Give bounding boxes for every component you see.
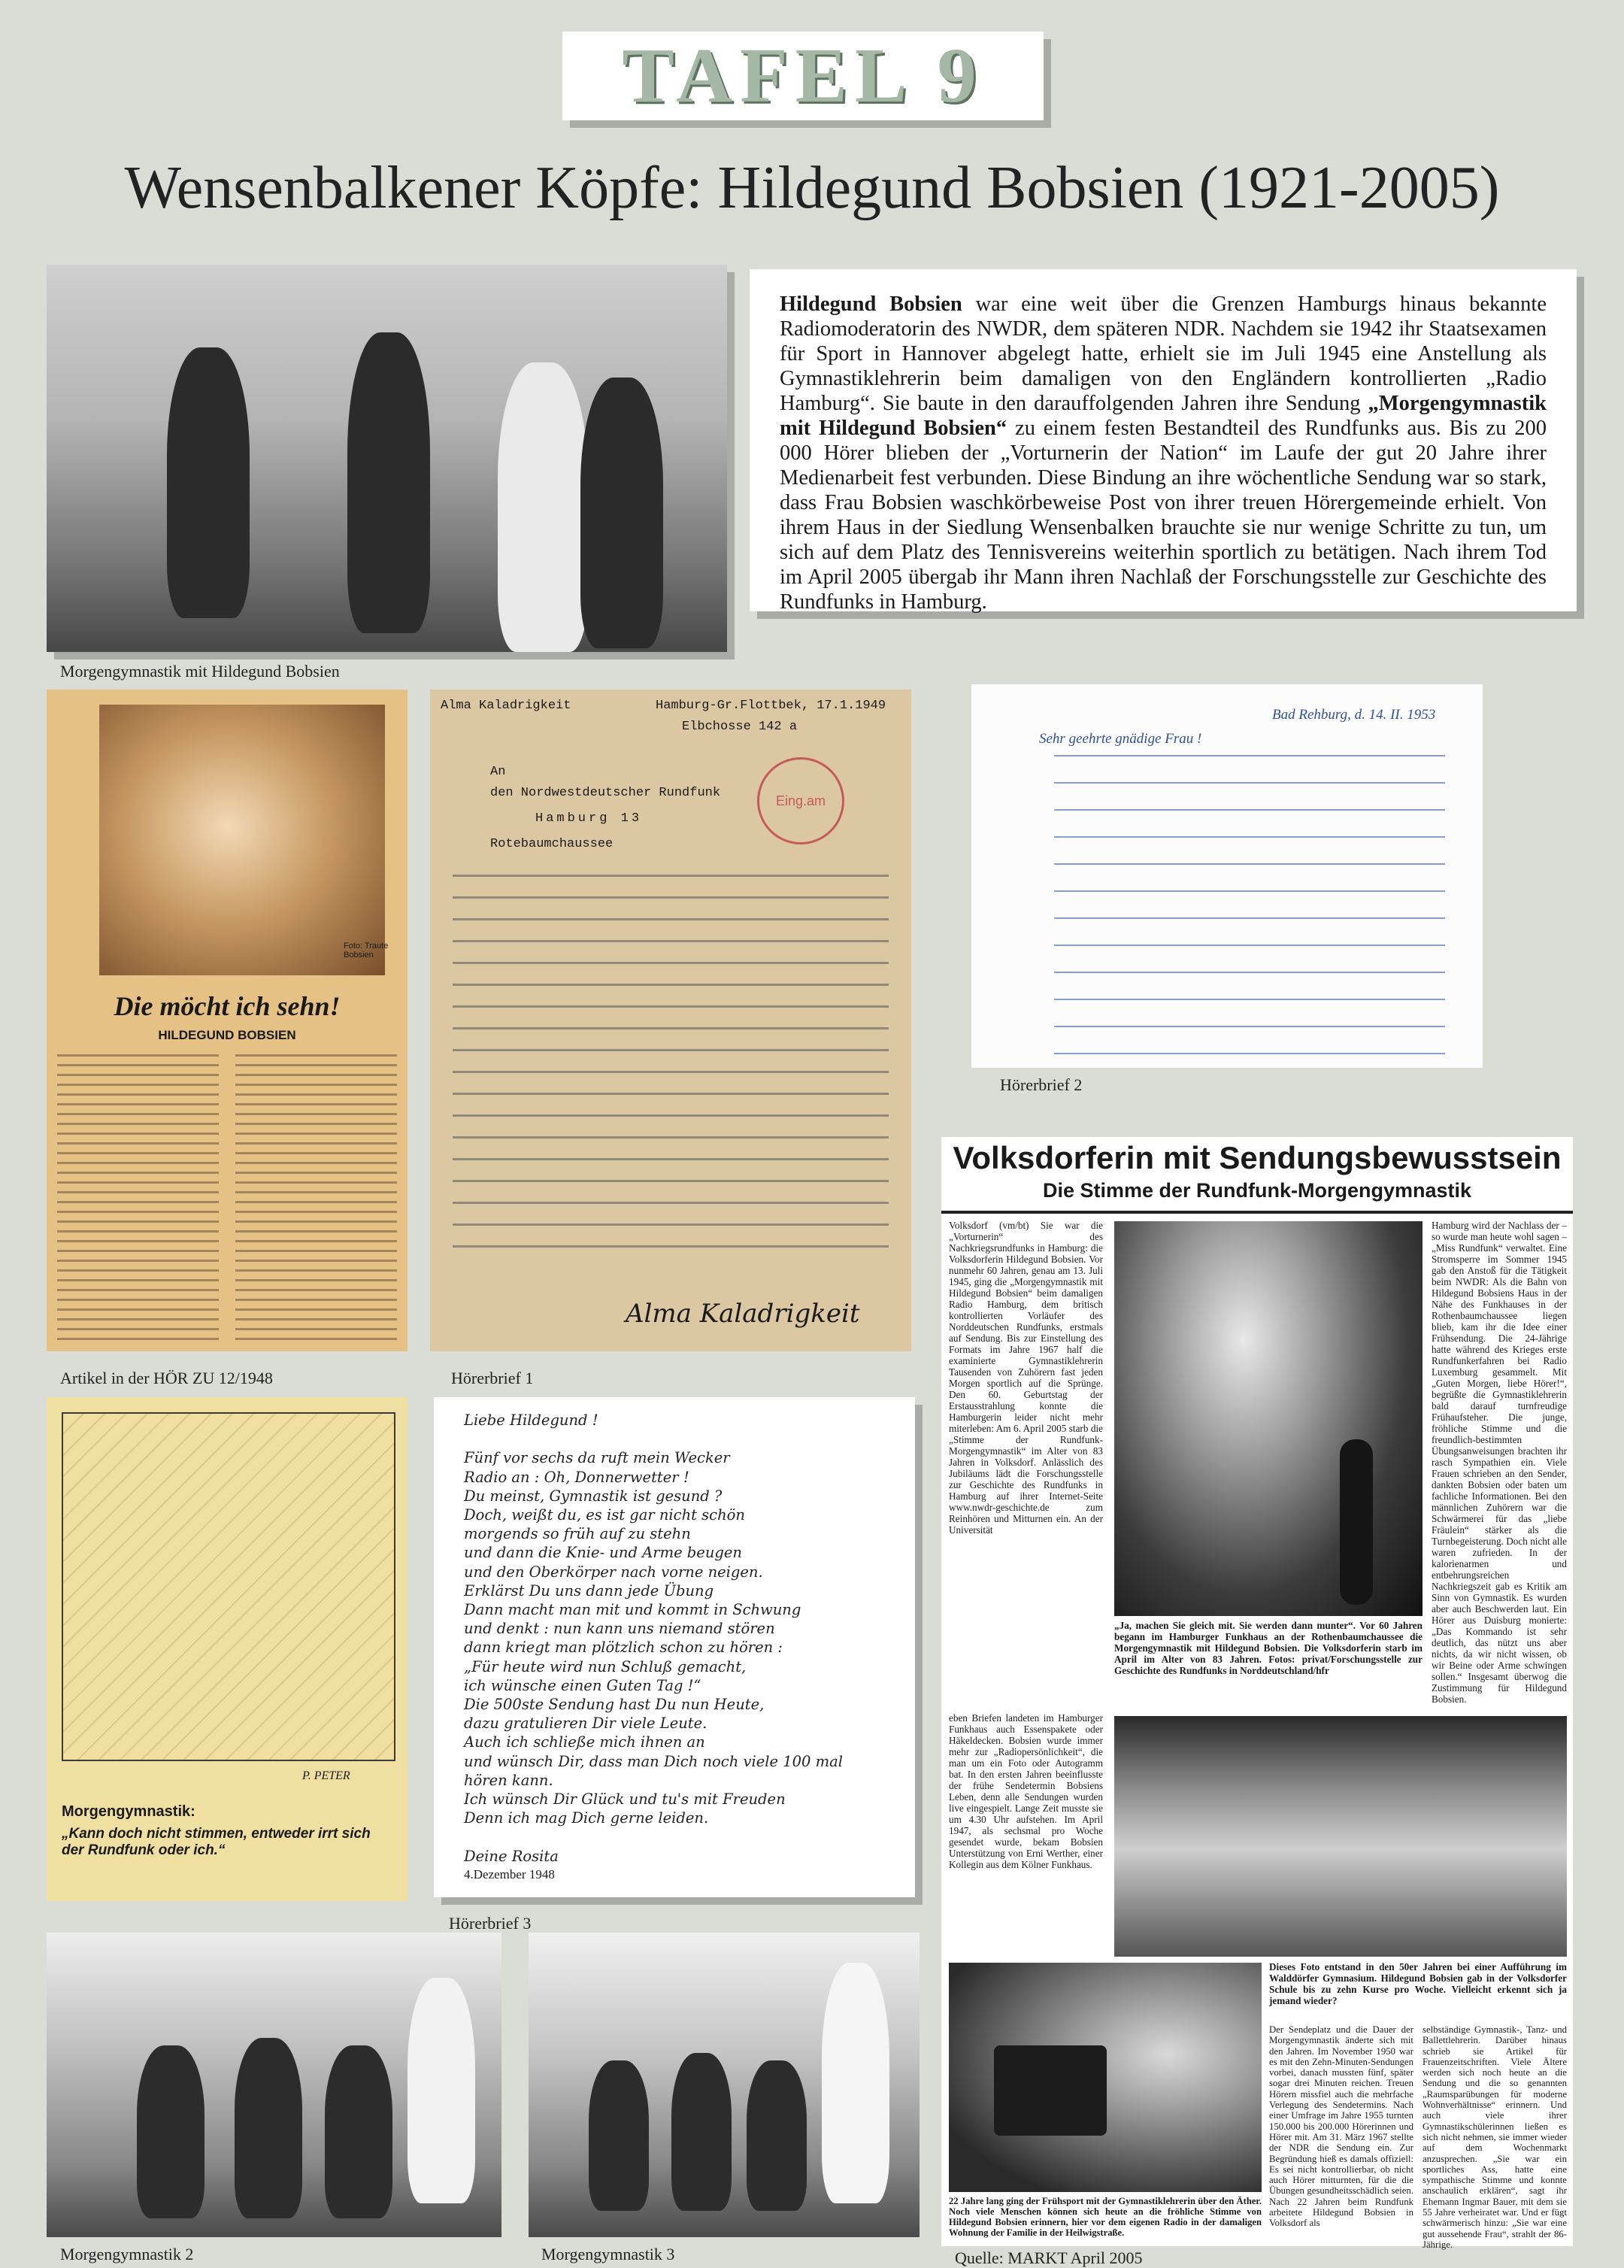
instructor-figure xyxy=(408,1978,475,2203)
gymnast-figure xyxy=(580,377,663,648)
intro-paragraph xyxy=(780,292,1547,614)
poem-line: hören kann. xyxy=(464,1771,553,1789)
intro-show-title: „Morgengymnastik mit Hildegund Bobsien“ xyxy=(780,392,1547,440)
intro-text-2: zu einem festen Bestandteil des Rundfunks aus. Bis zu 200 000 Hörer blieben der „Vorturnerin der Nation“ im Laufe der gut 20 Jahre ihrer Medienarbeit fest verbunden. Diese Bindung an ihre wöchentliche Sendung war so stark, dass Frau Bobsien waschkörbeweise Post von ihrer treuen Hörergemeinde erhielt. Von ihrem Haus in der Siedlung Wensenbalken brauchte sie nur wenige Schritte zu tun, um sich auf dem Platz des Tennisvereins weiterhin sportlich zu betätigen. Nach ihrem Tod im April 2005 übergab ihr Mann ihren Nachlaß der Forschungsstelle zur Geschichte des Rundfunks in Hamburg. xyxy=(780,417,1547,614)
poem-line: dann kriegt man plötzlich schon zu hören : xyxy=(464,1639,783,1657)
letter1-stamp-text: Eing.am xyxy=(775,793,826,808)
letter-3-poem xyxy=(434,1397,915,1897)
letter2-body xyxy=(1039,729,1460,1054)
poem-line: Die 500ste Sendung hast Du nun Heute, xyxy=(464,1696,765,1714)
letter1-street: Elbchosse 142 a xyxy=(682,720,798,734)
page-title: Wensenbalkener Köpfe: Hildegund Bobsien (1921-2005) xyxy=(124,155,1500,221)
tafel-box xyxy=(562,32,1044,120)
letter2-date: Bad Rehburg, d. 14. II. 1953 xyxy=(1272,707,1436,723)
gymnast-figure xyxy=(747,2060,807,2211)
letter-2 xyxy=(971,684,1483,1068)
caption-letter2: Hörerbrief 2 xyxy=(1000,1075,1083,1094)
instructor-figure xyxy=(822,1963,889,2203)
letter1-stamp xyxy=(757,757,844,844)
poem-line: und dann die Knie- und Arme beugen xyxy=(464,1544,742,1562)
newspaper-col-b1: Der Sendeplatz und die Dauer der Morgengymnastik änderte sich mit den Jahren. Im November 1950 war es mit den Zehn-Minuten-Sendungen vorbei, danach mussten fünf, später sogar drei Minuten reichen. Treuen Hörern missfiel auch die mehrfache Verlegung des Sendetermins. Nach einer Umfrage im Jahre 1955 turnten 150.000 bis 200.000 Hörerinnen und Hörer mit. Am 31. März 1967 stellte der NDR die Sendung ein. Zur Begründung hieß es damals offiziell: Es sei nicht kontrollierbar, ob nicht auch Hörer mitturnten, für die die Übungen gesundheitsschädlich seien. Nach 22 Jahren beim Rundfunk arbeitete Hildegund Bobsien in Volksdorf als xyxy=(1269,2024,1413,2229)
gymnast-figure xyxy=(671,2053,732,2211)
cartoon-caption-text: „Kann doch nicht stimmen, entweder irrt sich der Rundfunk oder ich.“ xyxy=(62,1826,371,1858)
gymnast-figure xyxy=(167,347,250,618)
gymnast-figure xyxy=(347,332,430,633)
newspaper-headline: Volksdorferin mit Sendungsbewusstsein xyxy=(953,1140,1562,1175)
caption-photo3: Morgengymnastik 3 xyxy=(541,2245,675,2263)
poem-line xyxy=(464,1430,907,1448)
poem-line: und den Oberkörper nach vorne neigen. xyxy=(464,1563,763,1581)
newspaper-col3: Hamburg wird der Nachlass der – so wurde man heute wohl sagen – „Miss Rundfunk“ verwaltet. Eine Stromsperre im Sommer 1945 gab den Anstoß für die Tätigkeit beim NWDR: Als die Bahn von Hildegund Bobsiens Haus in der Nähe des Funkhauses in der Rothenbaumchaussee liegen blieb, kam ihr die Idee einer Frühsendung. Die 24-Jährige hatte während des Krieges erste Rundfunkerfahren bei Radio Luxemburg gesammelt. Mit „Guten Morgen, liebe Hörer!“, begrüßte die Gymnastiklehrerin bald darauf turnfreudige Frühaufsteher. Die junge, fröhliche Stimme und die freundlich-bestimmten Übungsanweisungen brachten ihr rasch Sympathien ein. Viele Frauen schrieben an den Sender, dankten Bobsien oder baten um fachliche Informationen. Bei den männlichen Zuhörern war die Schwärmerei für das „liebe Fräulein“ stärker als die Turnbegeisterung. Doch nicht alle waren zufrieden. In der kalorienarmen und entbehrungsreichen Nachkriegszeit gab es Kritik am Sinn von Gymnastik. Es wurden aber auch Beschwerden laut. Ein Hörer aus Duisburg monierte: „Das Kommando ist sehr deutlich, das nützt uns aber nichts, da wir nicht wissen, ob wir Beine oder Arme schwingen sollen.“ Insgesamt überwog die Zustimmung für Hildegund Bobsien. xyxy=(1432,1220,1567,1705)
photo-morgengymnastik-2 xyxy=(47,1933,501,2237)
article-headline: Die möcht ich sehn! xyxy=(114,991,341,1021)
newspaper-col1: Volksdorf (vm/bt) Sie war die „Vorturnerin“ des Nachkriegsrundfunks in Hamburg: die Volksdorferin Hildegund Bobsien. Vor nunmehr 60 Jahren, genau am 13. Juli 1945, ging die „Morgengymnastik mit Hildegund Bobsien“ beim damaligen Radio Hamburg, dem britisch kontrollierten Vorläufer des Norddeutschen Rundfunks, erstmals auf Sendung. Bis zur Einstellung des Formats im Jahre 1967 half die examinierte Gymnastiklehrerin Tausenden von Zuhörern fast jeden Morgen sportlich auf die Sprünge. Den 60. Geburtstag der Erstausstrahlung konnte die Hamburgerin leider nicht mehr miterleben: Am 6. April 2005 starb die „Stimme der Rundfunk-Morgengymnastik“ im Alter von 83 Jahren in Volksdorf. Anlässlich des Jubiläums lädt die Forschungsstelle zur Geschichte des Rundfunks in Hamburg auf ihrer Internet-Seite www.nwdr-geschichte.de zum Reinhören und Mitturnen ein. An der Universität xyxy=(949,1220,1103,1536)
letter1-addressee-3: Hamburg 13 xyxy=(535,811,643,826)
poem-line: und denkt : nun kann uns niemand stören xyxy=(464,1620,775,1638)
caption-letter1: Hörerbrief 1 xyxy=(451,1369,534,1387)
instructor-figure xyxy=(498,362,588,652)
poem-line: dazu gratulieren Dir viele Leute. xyxy=(464,1715,707,1733)
letter1-addressee-1: An xyxy=(490,765,506,779)
newspaper-subheadline: Die Stimme der Rundfunk-Morgengymnastik xyxy=(1042,1179,1472,1202)
letter1-addressee-2: den Nordwestdeutscher Rundfunk xyxy=(490,786,721,800)
letter1-place-date: Hamburg-Gr.Flottbek, 17.1.1949 xyxy=(656,699,886,713)
newspaper-group-caption: Dieses Foto entstand in den 50er Jahren bei einer Aufführung im Walddörfer Gymnasium. Hildegund Bobsien gab in der Volksdorfer Schule bis zu zehn Kurse pro Woche. Vielleicht erkennt sich ja jemand wieder? xyxy=(1269,1961,1567,2006)
poem-line: und wünsch Dir, dass man Dich noch viele 100 mal xyxy=(464,1752,844,1770)
poem-line: „Für heute wird nun Schluß gemacht, xyxy=(464,1657,747,1675)
newspaper-portrait-photo xyxy=(1114,1221,1423,1616)
gymnast-figure xyxy=(137,2045,205,2218)
article-columns xyxy=(57,1054,397,1340)
poem-line: Du meinst, Gymnastik ist gesund ? xyxy=(464,1487,723,1505)
top-gymnastics-photo xyxy=(47,265,727,652)
newspaper-group-photo xyxy=(1114,1716,1567,1957)
poem-line: morgends so früh auf zu stehn xyxy=(464,1525,691,1543)
poem-line: ich wünsche einen Guten Tag !“ xyxy=(464,1676,701,1694)
article-hoerzu xyxy=(47,690,408,1351)
poem-line xyxy=(464,1827,907,1846)
poem-body xyxy=(464,1411,907,1866)
gymnast-figure xyxy=(325,2045,392,2218)
caption-source: Quelle: MARKT April 2005 xyxy=(955,2248,1143,2267)
letter-1 xyxy=(430,690,911,1351)
cartoon-drawing xyxy=(62,1412,395,1761)
caption-article: Artikel in der HÖR ZU 12/1948 xyxy=(60,1369,273,1387)
letter1-sender: Alma Kaladrigkeit xyxy=(441,699,571,713)
newspaper-col-b2: selbständige Gymnastik-, Tanz- und Ballettlehrerin. Darüber hinaus schrieb sie Artikel für Frauenzeitschriften. Viele Ältere werden sich noch heute an die Sendung und die so genannten „Raumsparübungen für moderne Wohnverhältnisse“ erinnern. Und auch viele ihrer Gymnastikschülerinnen ließen es sich nicht nehmen, sie immer wieder auf dem Wochenmarkt anzusprechen. „Sie war ein sportliches Ass, hatte eine sympathische Stimme und konnte anschaulich erklären“, sagt ihr Ehemann Ingmar Bauer, mit dem sie 55 Jahre verheiratet war. Und er fügt schwärmerisch hinzu: „Sie war eine gut aussehende Frau“, strahlt der 86-Jährige. xyxy=(1423,2024,1567,2250)
poem-line: Deine Rosita xyxy=(464,1847,559,1865)
cartoon xyxy=(47,1397,408,1901)
newspaper-article xyxy=(941,1137,1573,2250)
poem-line: Auch ich schließe mich ihnen an xyxy=(464,1733,705,1751)
article-photo-credit: Foto: Traute Bobsien xyxy=(344,941,389,960)
article-byline: HILDEGUND BOBSIEN xyxy=(158,1028,296,1042)
poem-line: Erklärst Du uns dann jede Übung xyxy=(464,1581,714,1599)
newspaper-photo-caption: „Ja, machen Sie gleich mit. Sie werden dann munter“. Vor 60 Jahren begann im Hamburger Funkhaus an der Rothenbaumchaussee die Morgengymnastik mit Hildegund Bobsien. Die Volksdorferin starb im April im Alter von 83 Jahren. Fotos: privat/Forschungsstelle zur Geschichte des Rundfunks in Norddeutschland/hfr xyxy=(1114,1620,1423,1676)
poem-line: Denn ich mag Dich gerne leiden. xyxy=(464,1809,709,1827)
gymnast-figure xyxy=(235,2038,302,2218)
letter1-addressee-4: Rotebaumchaussee xyxy=(490,837,614,851)
caption-top-photo: Morgengymnastik mit Hildegund Bobsien xyxy=(60,662,340,681)
caption-letter3: Hörerbrief 3 xyxy=(449,1914,532,1933)
intro-name: Hildegund Bobsien xyxy=(780,293,962,316)
poem-line: Fünf vor sechs da ruft mein Wecker xyxy=(464,1449,730,1467)
poem-line: Radio an : Oh, Donnerwetter ! xyxy=(464,1468,689,1486)
poem-line: Ich wünsch Dir Glück und tu's mit Freuden xyxy=(464,1790,786,1809)
letter1-body xyxy=(430,855,911,1276)
radio-icon xyxy=(994,2045,1107,2136)
intro-textbox xyxy=(750,269,1577,614)
cartoon-artist: P. PETER xyxy=(302,1769,350,1782)
gymnast-figure xyxy=(589,2060,649,2211)
intro-text-1: war eine weit über die Grenzen Hamburgs hinaus bekannte Radiomoderatorin des NWDR, dem späteren NDR. Nachdem sie 1942 ihr Staatsexamen für Sport in Hannover abgelegt hatte, erhielt sie im Juli 1945 eine Anstellung als Gymnastiklehrerin beim damaligen von den Engländern kontrollierten „Radio Hamburg“. Sie baute in den darauffolgenden Jahren ihre Sendung xyxy=(780,293,1547,415)
newspaper-radio-photo xyxy=(949,1963,1262,2192)
letter1-signature: Alma Kaladrigkeit xyxy=(626,1299,860,1329)
photo-morgengymnastik-3 xyxy=(529,1933,920,2237)
poem-date: 4.Dezember 1948 xyxy=(464,1867,555,1881)
letter2-greeting: Sehr geehrte gnädige Frau ! xyxy=(1039,731,1202,747)
poem-line: Doch, weißt du, es ist gar nicht schön xyxy=(464,1506,745,1524)
newspaper-mid-text: eben Briefen landeten im Hamburger Funkhaus auch Essenspakete oder Häkeldecken. Bobsien wurde immer mehr zur „Radiopersönlichkeit“, die man um ein Foto oder Autogramm bat. In den ersten Jahren beeinflusste der frühe Sendetermin Bobsiens Leben, denn alle Sendungen wurden live eingespielt. Lange Zeit musste sie um 4.30 Uhr aufstehen. Im April 1947, als sechsmal pro Woche gesendet wurde, bekam Bobsien Unterstützung von Erni Werther, einer Kollegin aus dem Kölner Funkhaus. xyxy=(949,1712,1103,1870)
cartoon-caption-title: Morgengymnastik: xyxy=(62,1803,195,1820)
microphone-icon xyxy=(1340,1439,1373,1605)
article-portrait xyxy=(99,705,385,975)
tafel-label: TAFEL 9 xyxy=(622,32,984,119)
poem-line: Dann macht man mit und kommt in Schwung xyxy=(464,1601,801,1619)
caption-photo2: Morgengymnastik 2 xyxy=(60,2245,194,2263)
newspaper-radio-caption: 22 Jahre lang ging der Frühsport mit der Gymnastiklehrerin über den Äther. Noch viele Menschen können sich heute an die fröhliche Stimme von Hildegund Bobsien erinnern, hier vor dem eigenen Radio in der damaligen Wohnung der Familie in der Heilwigstraße. xyxy=(949,2196,1262,2238)
poem-line: Liebe Hildegund ! xyxy=(464,1411,598,1429)
